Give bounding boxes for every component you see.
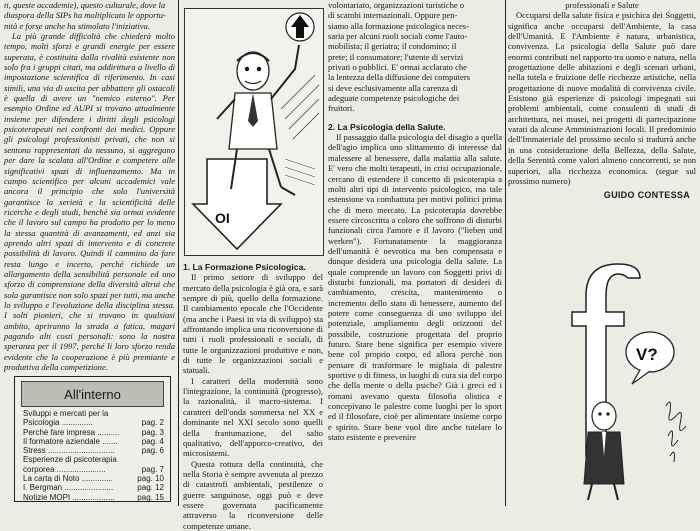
index-item-page: pag. 3: [141, 427, 164, 437]
index-item-title: Perchè fare impresa ..........: [23, 427, 120, 437]
col2-paragraph: Il primo settore di sviluppo del mercato della psicologia è già ora, e sarà sempre di più, quello della formazione. Il cambiamento epocale che l'Occidente (ma anche i Paesi in via di sviluppo) sta affrontando implica una riconversione di tutti i ruoli professionali e sociali, di tutte le organizzazioni produttive e non, di tutte le organizzazioni sociali e statuali.: [183, 272, 323, 376]
index-item-page: pag. 4: [141, 436, 164, 446]
col3-line: privati o pubblici. E' ormai acclarato che: [328, 62, 467, 73]
cartoon-drawing: [185, 9, 323, 255]
column-1: [4, 0, 175, 372]
col2-paragraph: Questa rottura della continuità, che nella Storia è sempre avvenuta al prezzo di catastrofi ambientali, pestilenze o guerre sanguinose, oggi può e deve essere governata pacificamente attraverso la riconversione delle competenze umane.: [183, 458, 323, 531]
cartoon-drawing-2: [508, 256, 696, 502]
col1-line-top: diaspora della SIPs ha moltiplicato le opportu-: [4, 10, 166, 21]
index-item-title: Esperienze di psicoterapia corporea ......................: [23, 455, 117, 474]
col3-line: saria per alcuni ruoli sociali come l'auto-: [328, 31, 468, 42]
col3-line: volontariato, organizzazioni turistiche o: [328, 0, 465, 10]
index-item-page: pag. 7: [141, 464, 164, 474]
col2-paragraph: I caratteri della modernità sono l'integrazione, la continuità (progresso), la razionalità, il macro-sistema. I caratteri dell'onda sommersa nel XX e dominante nel XXI secolo sono quelli della frantumazione, del salto qualitativo, dell'apporco-creativo, dei microsistemi.: [183, 375, 323, 459]
index-item[interactable]: [15, 483, 170, 492]
index-item[interactable]: [15, 493, 170, 502]
column-rule: [505, 0, 506, 506]
author-signature: GUIDO CONTESSA: [603, 190, 690, 201]
index-item-page: pag. 2: [141, 418, 164, 428]
col1-line-top: ti, queste accademie), questo culturale, dove la: [4, 0, 166, 10]
index-box: [14, 376, 171, 502]
col3-line: prete; il consumatore; l'utente di servizi: [328, 51, 464, 62]
col3-line: mobilista; il geriatra; il condomino; il: [328, 41, 457, 52]
col1-line-top: nità e forse anche ha stimolato l'iniziativa.: [4, 20, 150, 31]
col3-line: di scambi internazionali. Oppure pen-: [328, 10, 458, 21]
index-item-page: pag. 15: [137, 492, 164, 502]
col3-line: adeguate competenze psicologiche dei: [328, 93, 460, 104]
index-item-title: I. Bergman ......................: [23, 483, 114, 493]
index-item-title: Notizie MOPI ...................: [23, 492, 115, 502]
index-item-title: Sviluppi e mercati per la Psicologia ..............: [23, 409, 109, 428]
column-2: [183, 262, 323, 531]
artist-signature: [666, 402, 686, 462]
index-item-title: Stress ..............................: [23, 446, 115, 456]
index-item[interactable]: [15, 409, 170, 428]
index-item[interactable]: [15, 437, 170, 446]
col3-line: fruitori.: [328, 103, 355, 114]
index-item[interactable]: [15, 455, 170, 474]
index-item[interactable]: [15, 474, 170, 483]
index-item-title: La carta di Noto ..............: [23, 474, 113, 484]
index-title: All'interno: [21, 381, 164, 407]
index-item-title: Il formatore aziendale .......: [23, 436, 118, 446]
col3-line: siamo alla formazione psicologica neces-: [328, 20, 469, 31]
col1-paragraph: La più grande difficoltà che chiederà molto tempo, molti sforzi e grandi energie per essere superata, è costituita dalla rivalità esistente non solo fra i gruppi citati, ma addirittura a livello di impostazione scientifica di riferimento. In casi simili, una via di uscita per abbattere gli ostacoli è quella di avere un "nemico esterno". Per esempio Ordine ed AUPI si trovano attualmente insieme per difendere i diritti degli psicologi psicoterapeuti nei confronti dei medici. Oppure gli psicologi professionisti privati, che non si sentono rappresentati da nessuno, si aggregano per dare la scalata all'Ordine e competere alle significativi spazi di influenzamento. Ma in campo scientifico per alcuni accademici vale ancora il principio che solo l'università garantisce la serietà e la scientificità delle ricerche e degli studi, benchè sia ormai evidente che il lavoro sul campo ha prodotto per lo meno la stessa quantità di avanzamenti, ed anzi sia aprendo altri spazi di intervento e di concrete possibilità di lavoro. Quindi il cammino da fare resta lungo e incerto, perché richiede un allargamento della sensibilità personale ed uno sforzo di comprensione della diversità altrui che sola garantisce non solo spazi per tutti, ma anche lo sviluppo e l'evoluzione della disciplina stessa. I solti pionieri, che si trovano in qualsiasi ambito, apriranno la strada a fatica, magari pagando alti costi personali: sono la nostra speranza per il 1997, perché li loro sforzo renda evidente che la cooperazione è più premiante e produttiva della competizione.: [4, 31, 175, 373]
col3-line: si deve esclusivamente alla carenza di: [328, 82, 458, 93]
column-3: [328, 0, 502, 442]
cartoon-word: OI: [215, 210, 230, 226]
col3-line: la lentezza della diffusione dei computers: [328, 72, 470, 83]
column-rule: [178, 0, 179, 506]
section-heading: 2. La Psicologia della Salute.: [328, 121, 446, 132]
col4-paragraph: Occuparsi della salute fisica e psichica dei Soggetti, significa anche occuparsi dell'Ambiente, la casa dell'Umanità. E l'Ambiente è natura, urbanistica, convivenza. La psicologia della Salute può dare enormi contributi nel rapporto tra uomo e natura, nella progettazione delle abitazioni e degli scenari urbani, nella tutela e fruizione delle ricchezze artistiche, nella progettazione di nuove modalità di convivenza civile. Esistono già esperienze di psicologi impegnati sui problemi ambientali, come consulenti di studi di architettura, nei musei, nei progetti di partecipazione varati da alcune Amministrazioni locali. Il predominio dell'Immateriale del prossimo secolo si tradurrà anche in una considerazione della Bellezza, della Salute, della Serenità come valori almeno concorrenti, se non superiori, alla ricchezza economica. (segue sul prossimo numero): [508, 10, 696, 186]
col4-line-top: professionali e Salute: [565, 0, 639, 10]
column-4: [508, 0, 696, 201]
index-item[interactable]: [15, 446, 170, 455]
col3-paragraph: Il passaggio dalla psicologia del disagio a quella dell'agio implica uno slittamento di interesse dal malessere al benessere, dalla malattia alla salute. E' vero che molti terapeuti, in crisi occupazionale, cercano di estendere il concetto di psicoterapia a molti altri tipi di intervento psicologico, ma tale estensione va combattuta per motivi politici prima che di mero mercato. La psicoterapia dovrebbe essere circoscritta a coloro che soffrono di disturbi funzionali circa l'amore e il lavoro ("lieben und werken"). Fortunatamente la maggioranza dell'umanità è nevrotica ma ben compensata e dunque desidera una psicologia della salute. La quale comprende un lavoro con Soggetti privi di disturbi funzionali, ma portatori di desideri di cambiamento, crescita, mantenimento o incremento dello stato di benessere, aumento del potere come conseguenza di uno sviluppo del potenziale, ampliamento degli orizzonti del possibile, costruzione progettata del proprio futuro. Stare bene significa per esempio vivere bene col proprio corpo, ed allora perchè non pensare di trasformare le migliaia di palestre sportive o di fitness, in luoghi di cura sia del corpo che della mente o della psiche? Già i greci ed i romani avevano questa filosofia olistica e concepivano le palestre come luoghi per lo sport ed il filosofare, cioè per alimentare insieme corpo e spirito. Stare bene vuol dire anche tutelare lo stato esistente e prevenire: [328, 132, 502, 443]
cartoon-illustration-2: [508, 256, 696, 502]
cartoon-illustration: [184, 8, 324, 256]
index-item-page: pag. 12: [137, 483, 164, 493]
index-item-page: pag. 10: [137, 474, 164, 484]
speech-text: V?: [636, 345, 658, 364]
index-item[interactable]: [15, 428, 170, 437]
index-item-page: pag. 6: [141, 446, 164, 456]
section-heading: 1. La Formazione Psicologica.: [183, 262, 306, 272]
